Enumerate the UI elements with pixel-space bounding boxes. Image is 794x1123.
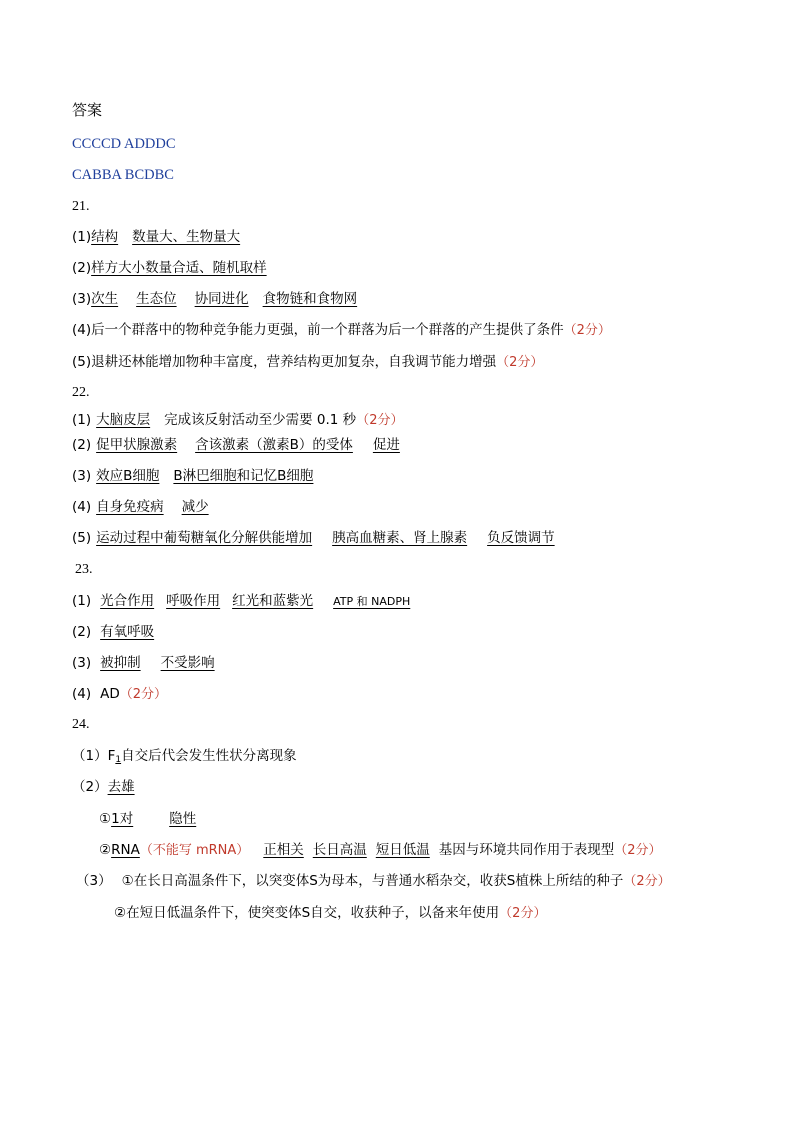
q24-2-number: （2） — [72, 779, 108, 795]
q21-4-answer-a: 后一个群落中的物种竞争能力更强，前一个群落为后一个群落的产生提供了条件 — [91, 322, 564, 338]
q24-1-number: （1） — [72, 748, 108, 764]
q24-2-2-score: （2分） — [614, 843, 662, 858]
q23-1-answer-c: 红光和蓝紫光 — [232, 593, 314, 609]
q22-answer-2 — [72, 436, 400, 454]
q24-3-1-answer: ①在长日高温条件下，以突变体S为母本，与普通水稻杂交，收获S植株上所结的种子 — [121, 873, 624, 889]
q23-3-number: (3) — [72, 655, 92, 671]
q22-2-answer-c: 促进 — [372, 437, 400, 453]
q24-answer-2 — [72, 778, 135, 796]
q22-2-answer-a: 促甲状腺激素 — [96, 437, 178, 453]
q21-5-score: （2分） — [496, 355, 544, 370]
question-24-number: 24. — [72, 717, 90, 732]
q22-1-score: （2分） — [356, 413, 404, 428]
q23-1-answer-b: 呼吸作用 — [166, 593, 221, 609]
q22-3-answer-a: 效应B细胞 — [96, 468, 160, 484]
q22-answer-1 — [72, 411, 403, 430]
q23-answer-3 — [72, 654, 215, 672]
q22-2-number: (2) — [72, 437, 92, 453]
q23-4-score: （2分） — [119, 687, 168, 702]
q22-answer-4 — [72, 498, 209, 516]
q22-3-answer-b: B淋巴细胞和记忆B细胞 — [173, 468, 314, 484]
q22-1-answer-b-wrap — [164, 411, 403, 430]
q24-3-2-wrap — [114, 904, 546, 923]
q24-answer-2-1 — [99, 810, 196, 828]
q21-answer-5 — [72, 353, 543, 372]
q21-3-answer-c: 协同进化 — [194, 291, 249, 307]
page-title: 答案 — [72, 101, 103, 119]
q21-answer-4 — [72, 321, 611, 340]
q21-3-answer-b: 生态位 — [136, 291, 177, 307]
q23-4-answer-wrap — [100, 685, 167, 704]
q24-2-1-answer-b: 隐性 — [169, 811, 197, 827]
q21-1-answer-b: 数量大、生物量大 — [132, 229, 241, 245]
q24-answer-1 — [72, 747, 297, 769]
q22-5-answer-a: 运动过程中葡萄糖氧化分解供能增加 — [96, 530, 313, 546]
q24-1-answer-a — [108, 747, 297, 769]
q21-2-answer-a: 样方大小数量合适、随机取样 — [91, 260, 267, 276]
q22-5-number: (5) — [72, 530, 92, 546]
q24-2-2-note: （不能写 mRNA） — [139, 843, 250, 858]
q22-1-answer-b: 完成该反射活动至少需要 0.1 秒 — [164, 412, 357, 428]
q24-3-2-answer: ②在短日低温条件下，使突变体S自交，收获种子，以备来年使用 — [114, 905, 500, 921]
q23-answer-4 — [72, 685, 167, 704]
q21-5-number: (5) — [72, 354, 92, 370]
q21-2-number: (2) — [72, 260, 92, 276]
q22-4-answer-a: 自身免疫病 — [96, 499, 164, 515]
q22-4-answer-b: 减少 — [181, 499, 209, 515]
q22-1-number: (1) — [72, 412, 92, 428]
q24-answer-2-2 — [99, 841, 662, 860]
q23-2-answer-a: 有氧呼吸 — [100, 624, 155, 640]
q21-answer-2 — [72, 259, 267, 277]
mc-answers-row-2: CABBA BCDBC — [72, 167, 174, 183]
q24-2-2-answer-b: 正相关 — [263, 842, 304, 858]
q23-answer-2 — [72, 623, 154, 641]
q24-2-2-answer-e: 基因与环境共同作用于表现型 — [438, 842, 615, 858]
q24-2-2-answer-e-wrap — [439, 841, 662, 860]
q24-3-1-wrap — [122, 872, 671, 891]
question-23-number: 23. — [75, 562, 93, 577]
q22-4-number: (4) — [72, 499, 92, 515]
q23-1-answer-a: 光合作用 — [100, 593, 155, 609]
q24-2-1-number: ① — [99, 811, 112, 827]
q21-1-answer-a: 结构 — [91, 229, 119, 245]
q24-2-1-answer-a: 1对 — [111, 811, 134, 827]
q21-4-score: （2分） — [563, 323, 611, 338]
q24-answer-3-2 — [114, 904, 546, 923]
q22-answer-3 — [72, 467, 313, 485]
q24-2-answer-a: 去雄 — [107, 779, 135, 795]
q23-answer-1 — [72, 592, 410, 611]
q23-2-number: (2) — [72, 624, 92, 640]
question-21-number: 21. — [72, 199, 90, 214]
q22-1-answer-a: 大脑皮层 — [96, 412, 151, 428]
q24-2-2-answer-d: 短日低温 — [375, 842, 430, 858]
q22-5-answer-c: 负反馈调节 — [487, 530, 555, 546]
q24-3-2-score: （2分） — [499, 906, 547, 921]
q22-2-answer-b: 含该激素（激素B）的受体 — [195, 437, 353, 453]
q22-answer-5 — [72, 529, 555, 547]
q22-3-number: (3) — [72, 468, 92, 484]
q23-4-answer-a: AD — [100, 686, 120, 702]
q21-3-answer-a: 次生 — [91, 291, 119, 307]
question-22-number: 22. — [72, 385, 90, 400]
q24-2-2-answer-c: 长日高温 — [312, 842, 367, 858]
q24-3-number: （3） — [76, 873, 112, 889]
q23-3-answer-a: 被抑制 — [100, 655, 141, 671]
q24-answer-3-1 — [76, 872, 671, 891]
q21-4-number: (4) — [72, 322, 92, 338]
q21-1-number: (1) — [72, 229, 92, 245]
q23-1-number: (1) — [72, 593, 92, 609]
q24-2-2-answer-a: RNA — [111, 842, 140, 858]
q21-3-number: (3) — [72, 291, 92, 307]
q22-5-answer-b: 胰高血糖素、肾上腺素 — [332, 530, 468, 546]
q21-answer-3 — [72, 290, 357, 308]
q23-1-answer-d: ATP 和 NADPH — [333, 595, 411, 608]
q23-4-number: (4) — [72, 686, 92, 702]
q24-1-answer-text: 自交后代会发生性状分离现象 — [121, 748, 297, 764]
q24-3-1-score: （2分） — [623, 874, 671, 889]
q23-3-answer-b: 不受影响 — [160, 655, 215, 671]
q24-2-2-number: ② — [99, 842, 112, 858]
q24-1-f-letter: F — [107, 748, 116, 764]
q21-3-answer-d: 食物链和食物网 — [262, 291, 358, 307]
mc-answers-row-1: CCCCD ADDDC — [72, 136, 176, 152]
q21-5-answer-a: 退耕还林能增加物种丰富度，营养结构更加复杂，自我调节能力增强 — [91, 354, 497, 370]
q24-1-f-subscript: 1 — [115, 755, 122, 765]
q21-answer-1 — [72, 228, 240, 246]
